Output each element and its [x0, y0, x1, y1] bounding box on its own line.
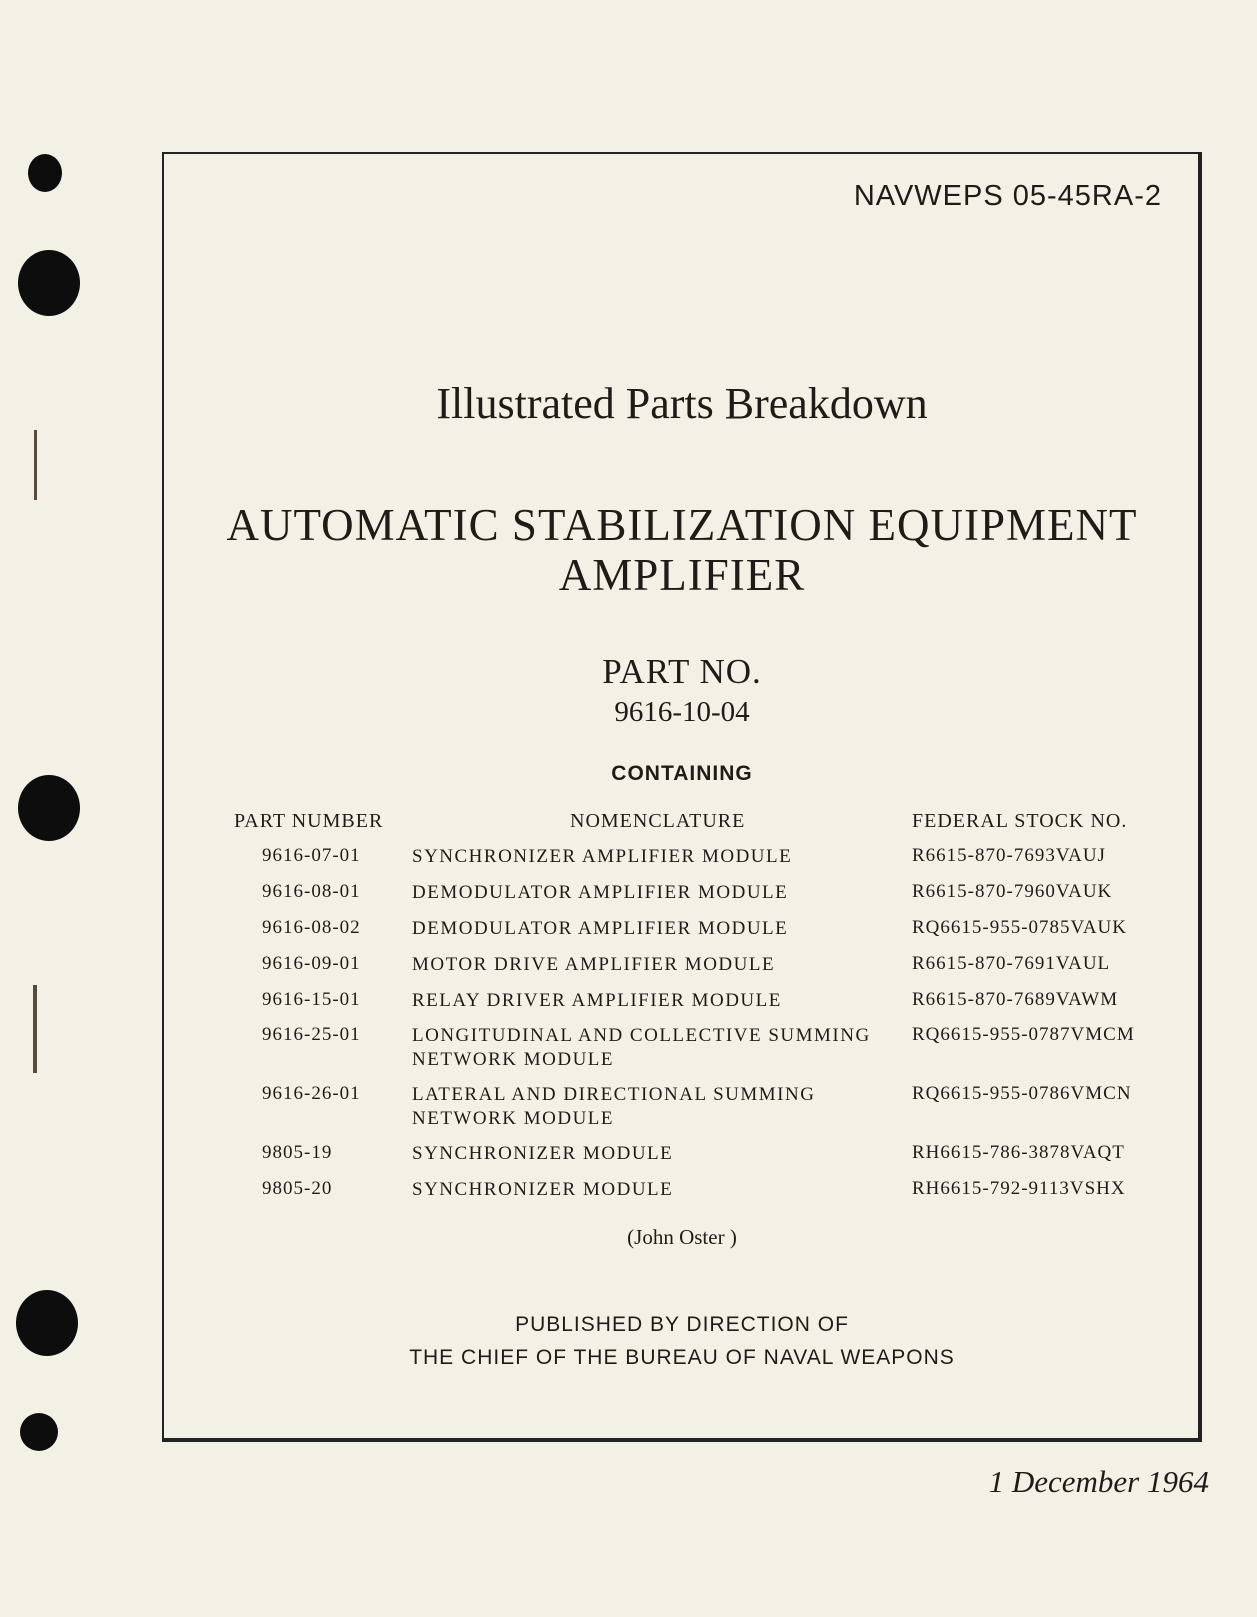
scan-mark-1 [34, 430, 37, 500]
scan-mark-2 [33, 985, 37, 1073]
published-line-1: PUBLISHED BY DIRECTION OF [515, 1313, 849, 1336]
part-no-label: PART NO. [602, 652, 762, 691]
publication-authority [162, 1308, 1202, 1374]
row-nomenclature: SYNCHRONIZER AMPLIFIER MODULE [412, 846, 793, 867]
row-federal-stock-no: R6615-870-7960VAUK [912, 881, 1113, 902]
row-federal-stock-no: RQ6615-955-0785VAUK [912, 917, 1127, 938]
part-no-value: 9616-10-04 [614, 696, 750, 728]
row-part-number: 9616-15-01 [262, 989, 361, 1010]
row-nomenclature: MOTOR DRIVE AMPLIFIER MODULE [412, 954, 776, 975]
row-nomenclature: DEMODULATOR AMPLIFIER MODULE [412, 918, 789, 939]
row-federal-stock-no: RQ6615-955-0787VMCM [912, 1024, 1135, 1045]
title-line-2: AMPLIFIER [558, 550, 806, 600]
row-nomenclature: RELAY DRIVER AMPLIFIER MODULE [412, 990, 782, 1011]
binder-hole-3 [18, 775, 80, 841]
row-nomenclature: LATERAL AND DIRECTIONAL SUMMING NETWORK MODULE [412, 1084, 816, 1129]
manufacturer-name: (John Oster ) [627, 1225, 737, 1249]
row-part-number: 9616-26-01 [262, 1083, 361, 1104]
binder-hole-1 [28, 154, 62, 192]
document-title [162, 500, 1202, 600]
header-part-number: PART NUMBER [234, 810, 384, 832]
row-federal-stock-no: RQ6615-955-0786VMCN [912, 1083, 1132, 1104]
row-nomenclature: SYNCHRONIZER MODULE [412, 1179, 674, 1200]
published-line-2: THE CHIEF OF THE BUREAU OF NAVAL WEAPONS [409, 1346, 955, 1369]
binder-hole-5 [20, 1413, 58, 1451]
row-part-number: 9616-08-01 [262, 881, 361, 902]
header-federal-stock-no: FEDERAL STOCK NO. [912, 810, 1128, 832]
row-nomenclature: DEMODULATOR AMPLIFIER MODULE [412, 882, 789, 903]
binder-hole-2 [18, 250, 80, 316]
row-part-number: 9616-07-01 [262, 845, 361, 866]
row-part-number: 9616-08-02 [262, 917, 361, 938]
document-number: NAVWEPS 05-45RA-2 [853, 180, 1162, 212]
row-federal-stock-no: RH6615-786-3878VAQT [912, 1142, 1125, 1163]
publication-date: 1 December 1964 [988, 1464, 1209, 1499]
row-federal-stock-no: R6615-870-7691VAUL [912, 953, 1111, 974]
row-federal-stock-no: R6615-870-7689VAWM [912, 989, 1119, 1010]
row-part-number: 9616-09-01 [262, 953, 361, 974]
row-federal-stock-no: RH6615-792-9113VSHX [912, 1178, 1126, 1199]
row-federal-stock-no: R6615-870-7693VAUJ [912, 845, 1106, 866]
row-nomenclature: LONGITUDINAL AND COLLECTIVE SUMMING NETWORK MODULE [412, 1025, 871, 1070]
row-part-number: 9805-20 [262, 1178, 333, 1199]
header-nomenclature: NOMENCLATURE [570, 810, 746, 832]
row-part-number: 9616-25-01 [262, 1024, 361, 1045]
row-part-number: 9805-19 [262, 1142, 333, 1163]
row-nomenclature: SYNCHRONIZER MODULE [412, 1143, 674, 1164]
document-heading: Illustrated Parts Breakdown [436, 379, 928, 428]
binder-hole-4 [16, 1290, 78, 1356]
title-line-1: AUTOMATIC STABILIZATION EQUIPMENT [226, 500, 1138, 550]
containing-label: CONTAINING [611, 762, 753, 785]
